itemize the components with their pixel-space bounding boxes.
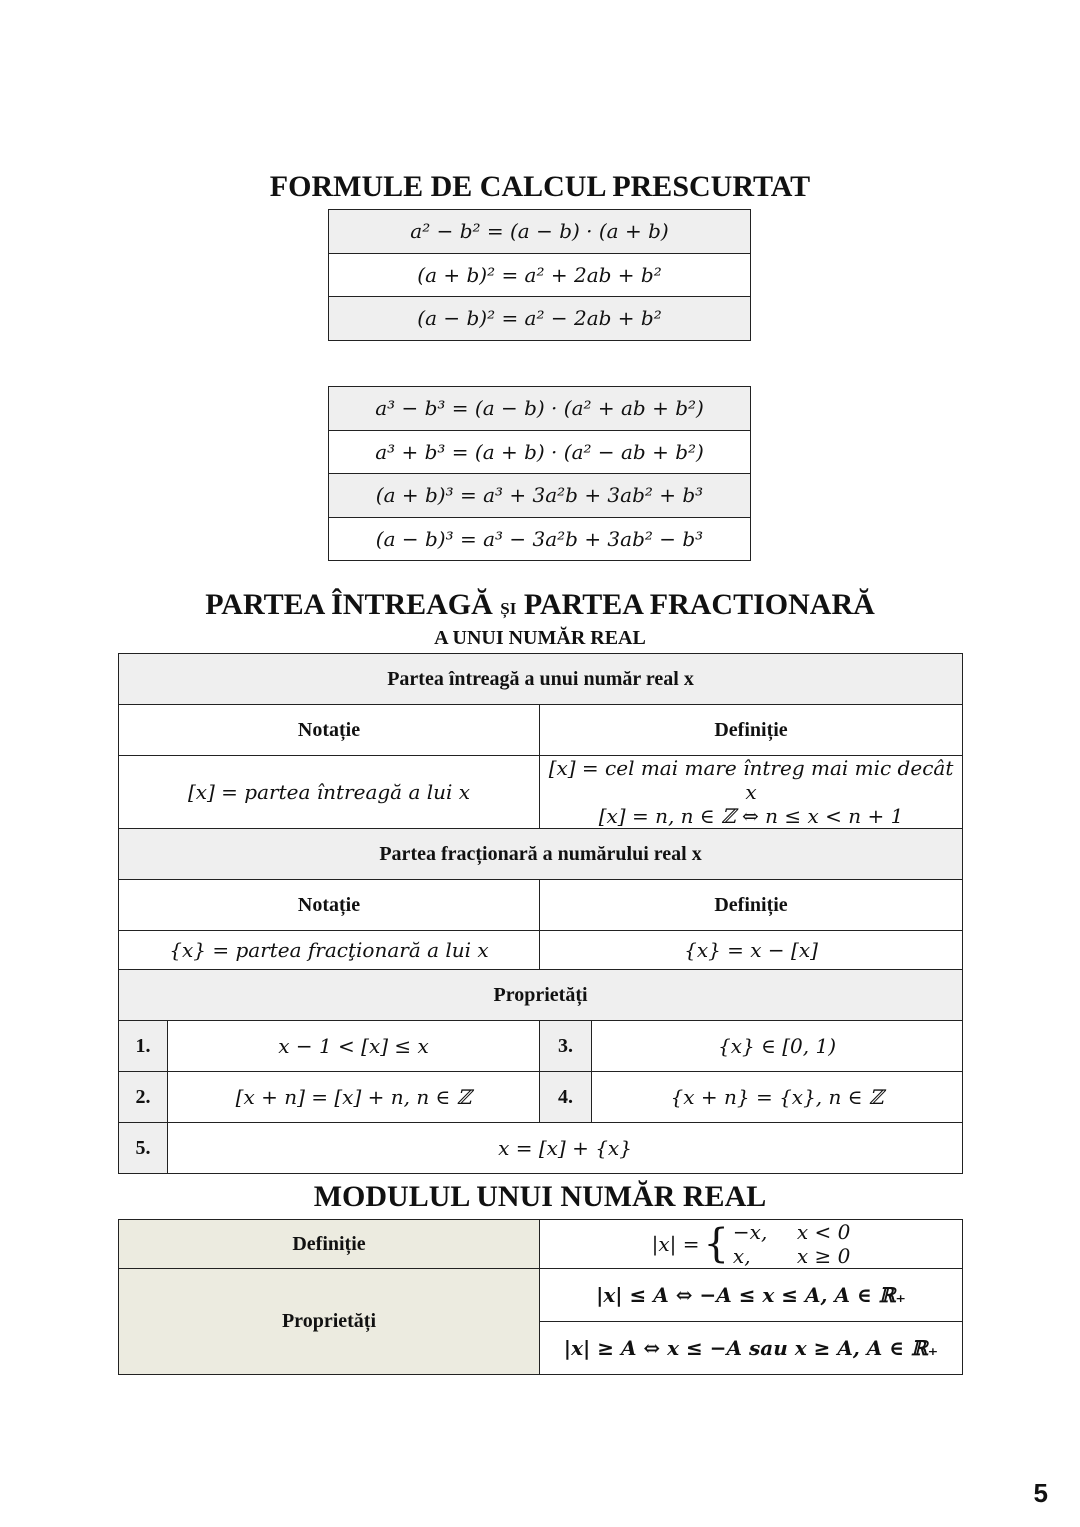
fractionara-notatie-label: Notație: [119, 880, 540, 931]
modul-case1-cond: x < 0: [796, 1220, 851, 1244]
property-text: [x + n] = [x] + n, n ∈ ℤ: [168, 1072, 540, 1123]
intreaga-definitie: [540, 756, 963, 829]
left-brace-icon: {: [703, 1221, 729, 1267]
proprietati-header: Proprietăți: [119, 970, 963, 1021]
intreaga-notatie-label: Notație: [119, 705, 540, 756]
property-text: {x + n} = {x}, n ∈ ℤ: [592, 1072, 963, 1123]
modul-table: [118, 1219, 963, 1375]
modul-prop2: |x| ≥ A ⇔ x ≤ −A sau x ≥ A, A ∈ ℝ₊: [540, 1322, 963, 1375]
modul-case1-val: −x,: [732, 1220, 768, 1244]
modul-lhs: |x| =: [651, 1232, 700, 1256]
property-number: 3.: [540, 1021, 592, 1072]
fractionara-notatie: {x} = partea fracţionară a lui x: [119, 931, 540, 970]
intreaga-notatie: [x] = partea întreagă a lui x: [119, 756, 540, 829]
modul-case2-val: x,: [732, 1244, 751, 1268]
partea-intreaga-table: [118, 653, 963, 1174]
modul-definitie: [540, 1220, 963, 1269]
modul-case2-cond: x ≥ 0: [796, 1244, 851, 1268]
property-number: 2.: [119, 1072, 168, 1123]
formula-row: a³ − b³ = (a − b) · (a² + ab + b²): [329, 387, 751, 431]
intreaga-definitie-label: Definiție: [540, 705, 963, 756]
modul-definitie-label: Definiție: [119, 1220, 540, 1269]
formula-row: a² − b² = (a − b) · (a + b): [329, 210, 751, 254]
fractionara-definitie-label: Definiție: [540, 880, 963, 931]
formula-row: (a − b)³ = a³ − 3a²b + 3ab² − b³: [329, 517, 751, 561]
property-text: {x} ∈ [0, 1): [592, 1021, 963, 1072]
formule-table-cubes: [328, 386, 751, 561]
title-part1: PARTEA ÎNTREAGĂ: [205, 588, 493, 621]
title-si: ȘI: [500, 599, 517, 618]
property-text: x = [x] + {x}: [168, 1123, 963, 1174]
fractionara-header: Partea fracționară a numărului real x: [119, 829, 963, 880]
formula-row: a³ + b³ = (a + b) · (a² − ab + b²): [329, 430, 751, 474]
title-partea-intreaga: [0, 588, 1080, 622]
property-number: 4.: [540, 1072, 592, 1123]
title-part2: PARTEA FRACTIONARĂ: [523, 588, 875, 621]
property-number: 1.: [119, 1021, 168, 1072]
formula-row: (a + b)² = a² + 2ab + b²: [329, 253, 751, 297]
fractionara-definitie: {x} = x − [x]: [540, 931, 963, 970]
intreaga-definitie-line1: [x] = cel mai mare întreg mai mic decât x: [548, 756, 954, 804]
intreaga-definitie-line2: [x] = n, n ∈ ℤ ⇔ n ≤ x < n + 1: [598, 804, 904, 828]
intreaga-header: Partea întreagă a unui număr real x: [119, 654, 963, 705]
subtitle-numar-real: A UNUI NUMĂR REAL: [434, 627, 646, 649]
title-formule-calcul: FORMULE DE CALCUL PRESCURTAT: [269, 170, 811, 203]
property-number: 5.: [119, 1123, 168, 1174]
formule-table-squares: [328, 209, 751, 341]
formula-row: (a − b)² = a² − 2ab + b²: [329, 297, 751, 341]
title-modul: MODULUL UNUI NUMĂR REAL: [313, 1180, 767, 1213]
page-number: 5: [1033, 1478, 1048, 1508]
formula-row: (a + b)³ = a³ + 3a²b + 3ab² + b³: [329, 474, 751, 518]
property-text: x − 1 < [x] ≤ x: [168, 1021, 540, 1072]
modul-proprietati-label: Proprietăți: [119, 1269, 540, 1375]
modul-prop1: |x| ≤ A ⇔ −A ≤ x ≤ A, A ∈ ℝ₊: [540, 1269, 963, 1322]
